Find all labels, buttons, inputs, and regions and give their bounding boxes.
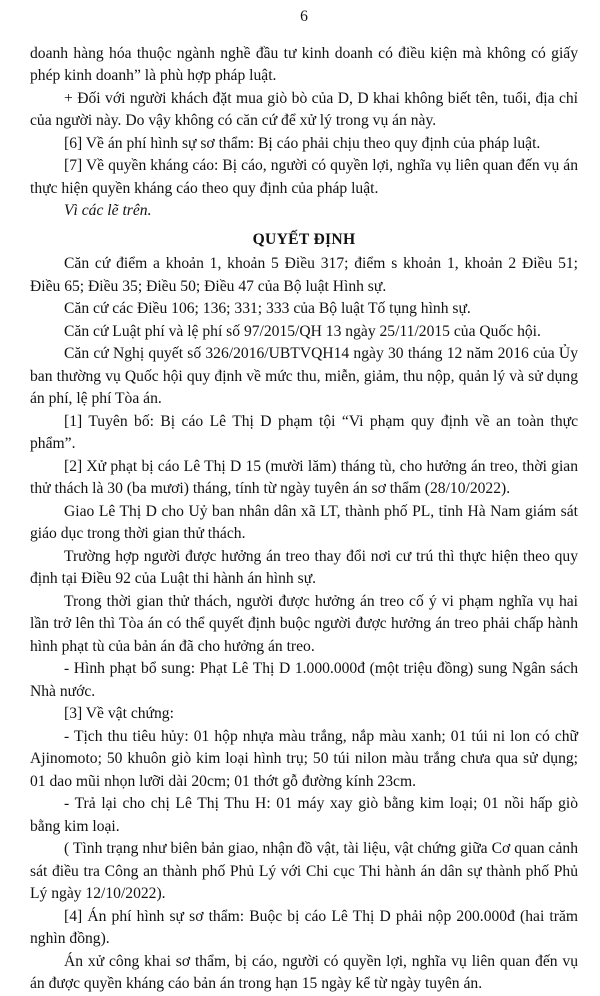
decision-paragraph: ( Tình trạng như biên bản giao, nhận đồ vật, tài liệu, vật chứng giữa Cơ quan cảnh sát điều tra Công an thành phố Phủ Lý với Chi cục Thi hành án dân sự thành phố Phủ Lý ngày 12/10/2022).: [30, 840, 578, 902]
decision-paragraph: [1] Tuyên bố: Bị cáo Lê Thị D phạm tội “Vi phạm quy định về an toàn thực phẩm”.: [30, 412, 578, 452]
page-number: 6: [300, 8, 308, 25]
paragraph: doanh hàng hóa thuộc ngành nghề đầu tư kinh doanh có điều kiện mà không có giấy phép kinh doanh” là phù hợp pháp luật.: [30, 44, 578, 84]
closing-phrase: Vì các lẽ trên.: [64, 202, 152, 219]
decision-heading: QUYẾT ĐỊNH: [252, 230, 356, 248]
decision-paragraph: Giao Lê Thị D cho Uỷ ban nhân dân xã LT, thành phố PL, tỉnh Hà Nam giám sát giáo dục trong thời gian thử thách.: [30, 502, 578, 542]
paragraph: + Đối với người khách đặt mua giò bò của D, D khai không biết tên, tuổi, địa chỉ của người này. Do vậy không có căn cứ để xử lý trong vụ án này.: [30, 89, 578, 129]
decision-paragraph: Trong thời gian thử thách, người được hưởng án treo cố ý vi phạm nghĩa vụ hai lần trở lên thì Tòa án có thể quyết định buộc người được hưởng án treo phải chấp hành hình phạt tù của bản án đã cho hưởng án treo.: [30, 592, 578, 655]
decision-paragraph: [3] Về vật chứng:: [64, 705, 174, 722]
decision-paragraph: - Trả lại cho chị Lê Thị Thu H: 01 máy xay giò bằng kim loại; 01 nồi hấp giò bằng kim loại.: [30, 795, 578, 835]
decision-paragraph: - Hình phạt bổ sung: Phạt Lê Thị D 1.000.000đ (một triệu đồng) sung Ngân sách Nhà nước.: [30, 660, 578, 700]
decision-section: [30, 253, 578, 996]
decision-paragraph: Án xử công khai sơ thẩm, bị cáo, người có quyền lợi, nghĩa vụ liên quan đến vụ án được quyền kháng cáo bản án trong hạn 15 ngày kể từ ngày tuyên án.: [30, 952, 578, 992]
paragraph: [6] Về án phí hình sự sơ thẩm: Bị cáo phải chịu theo quy định của pháp luật.: [64, 134, 541, 152]
decision-paragraph: Căn cứ Luật phí và lệ phí số 97/2015/QH 13 ngày 25/11/2015 của Quốc hội.: [64, 322, 541, 340]
decision-paragraph: Căn cứ các Điều 106; 136; 331; 333 của Bộ luật Tố tụng hình sự.: [64, 300, 471, 317]
decision-paragraph: Trường hợp người được hưởng án treo thay đổi nơi cư trú thì thực hiện theo quy định tại Điều 92 của Luật thi hành án hình sự.: [30, 547, 578, 587]
reasoning-section: [30, 43, 578, 223]
decision-paragraph: - Tịch thu tiêu hủy: 01 hộp nhựa màu trắng, nắp màu xanh; 01 túi ni lon có chữ Ajinomoto; 50 khuôn giò kim loại hình trụ; 50 túi nilon màu trắng chưa qua sử dụng; 01 dao mũi nhọn lưỡi dài 20cm; 01 thớt gỗ đường kính 23cm.: [30, 727, 578, 790]
decision-paragraph: [4] Án phí hình sự sơ thẩm: Buộc bị cáo Lê Thị D phải nộp 200.000đ (hai trăm nghìn đồng).: [30, 907, 578, 947]
decision-paragraph: [2] Xử phạt bị cáo Lê Thị D 15 (mười lăm) tháng tù, cho hưởng án treo, thời gian thử thách là 30 (ba mươi) tháng, tính từ ngày tuyên án sơ thẩm (28/10/2022).: [30, 457, 578, 497]
decision-paragraph: Căn cứ điểm a khoản 1, khoản 5 Điều 317; điểm s khoản 1, khoản 2 Điều 51; Điều 65; Điều 35; Điều 50; Điều 47 của Bộ luật Hình sự.: [30, 255, 578, 295]
decision-paragraph: Căn cứ Nghị quyết số 326/2016/UBTVQH14 ngày 30 tháng 12 năm 2016 của Ủy ban thường vụ Quốc hội quy định về mức thu, miễn, giảm, thu nộp, quản lý và sử dụng án phí, lệ phí Tòa án.: [30, 345, 578, 407]
paragraph: [7] Về quyền kháng cáo: Bị cáo, người có quyền lợi, nghĩa vụ liên quan đến vụ án thực hiện quyền kháng cáo theo quy định của pháp luật.: [30, 157, 578, 197]
